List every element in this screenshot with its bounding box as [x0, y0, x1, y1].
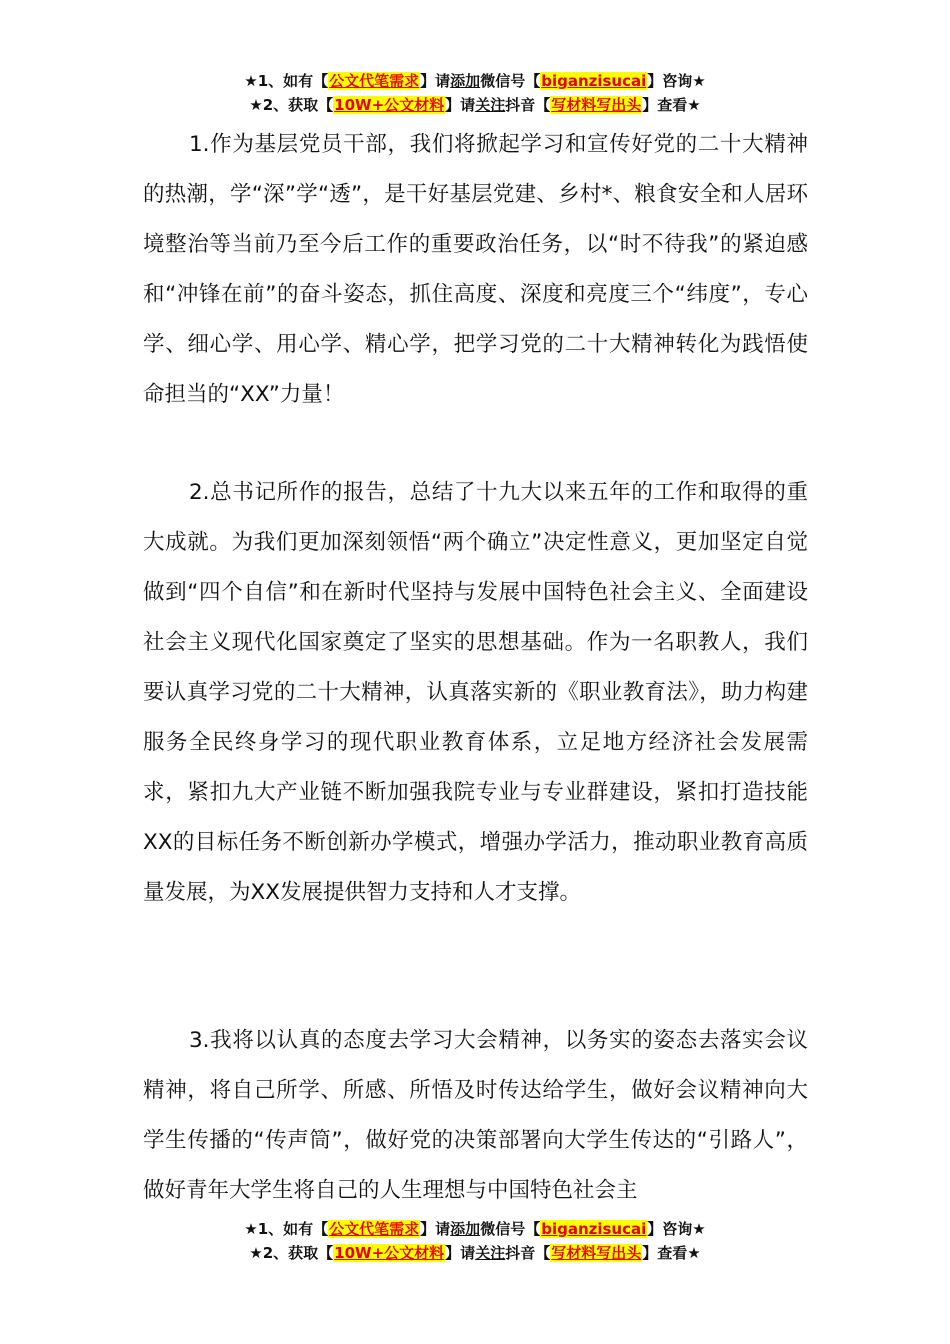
footer-banner [0, 1217, 950, 1265]
banner-text: 】请 [420, 1220, 451, 1238]
banner-line-2 [0, 1241, 950, 1265]
douyin-account-highlight: 写材料写出头 [551, 1244, 642, 1262]
banner-text: 抖音【 [505, 1244, 551, 1262]
service-highlight: 公文代笔需求 [329, 1220, 420, 1238]
banner-text: 2、获取【 [262, 96, 334, 114]
banner-text: 】查看 [642, 96, 688, 114]
banner-text: 微信号【 [480, 1220, 541, 1238]
star-icon: ★ [244, 72, 258, 90]
banner-underlined-text: 添加 [450, 72, 481, 90]
wechat-id-highlight: biganzisucai [541, 72, 647, 90]
banner-underlined-text: 添加 [450, 1220, 481, 1238]
douyin-account-highlight: 写材料写出头 [551, 96, 642, 114]
banner-text: 】咨询 [647, 72, 693, 90]
star-icon: ★ [249, 96, 263, 114]
star-icon: ★ [687, 96, 701, 114]
banner-line-1 [0, 1217, 950, 1241]
paragraph-3: 3.我将以认真的态度去学习大会精神，以务实的姿态去落实会议精神，将自己所学、所感、所悟及时传达给学生，做好会议精神向大学生传播的“传声筒”，做好党的决策部署向大学生传达的“引路人”，做好青年大学生将自己的人生理想与中国特色社会主 [143, 1028, 808, 1203]
star-icon: ★ [244, 1220, 258, 1238]
wechat-id-highlight: biganzisucai [541, 1220, 647, 1238]
banner-text: 抖音【 [505, 96, 551, 114]
banner-line-2 [0, 93, 950, 117]
paragraph-2: 2.总书记所作的报告，总结了十九大以来五年的工作和取得的重大成就。为我们更加深刻领悟“两个确立”决定性意义，更加坚定自觉做到“四个自信”和在新时代坚持与发展中国特色社会主义、全面建设社会主义现代化国家奠定了坚实的思想基础。作为一名职教人，我们要认真学习党的二十大精神，认真落实新的《职业教育法》，助力构建服务全民终身学习的现代职业教育体系，立足地方经济社会发展需求，紧扣九大产业链不断加强我院专业与专业群建设，紧扣打造技能XX的目标任务不断创新办学模式，增强办学活力，推动职业教育高质量发展，为XX发展提供智力支持和人才支撑。 [143, 480, 808, 905]
star-icon: ★ [692, 72, 706, 90]
banner-text: 1、如有【 [257, 72, 329, 90]
header-banner [0, 69, 950, 117]
banner-text: 】请 [420, 72, 451, 90]
banner-text: 】请 [445, 96, 476, 114]
banner-text: 微信号【 [480, 72, 541, 90]
star-icon: ★ [687, 1244, 701, 1262]
banner-text: 1、如有【 [257, 1220, 329, 1238]
banner-line-1 [0, 69, 950, 93]
banner-text: 】咨询 [647, 1220, 693, 1238]
banner-underlined-text: 关注 [475, 1244, 506, 1262]
materials-highlight: 10W+公文材料 [334, 1244, 445, 1262]
materials-highlight: 10W+公文材料 [334, 96, 445, 114]
banner-text: 】查看 [642, 1244, 688, 1262]
banner-text: 2、获取【 [262, 1244, 334, 1262]
banner-underlined-text: 关注 [475, 96, 506, 114]
star-icon: ★ [692, 1220, 706, 1238]
paragraph-1: 1.作为基层党员干部，我们将掀起学习和宣传好党的二十大精神的热潮，学“深”学“透”，是干好基层党建、乡村*、粮食安全和人居环境整治等当前乃至今后工作的重要政治任务，以“时不待我”的紧迫感和“冲锋在前”的奋斗姿态，抓住高度、深度和亮度三个“纬度”，专心学、细心学、用心学、精心学，把学习党的二十大精神转化为践悟使命担当的“XX”力量！ [143, 132, 808, 407]
star-icon: ★ [249, 1244, 263, 1262]
service-highlight: 公文代笔需求 [329, 72, 420, 90]
banner-text: 】请 [445, 1244, 476, 1262]
